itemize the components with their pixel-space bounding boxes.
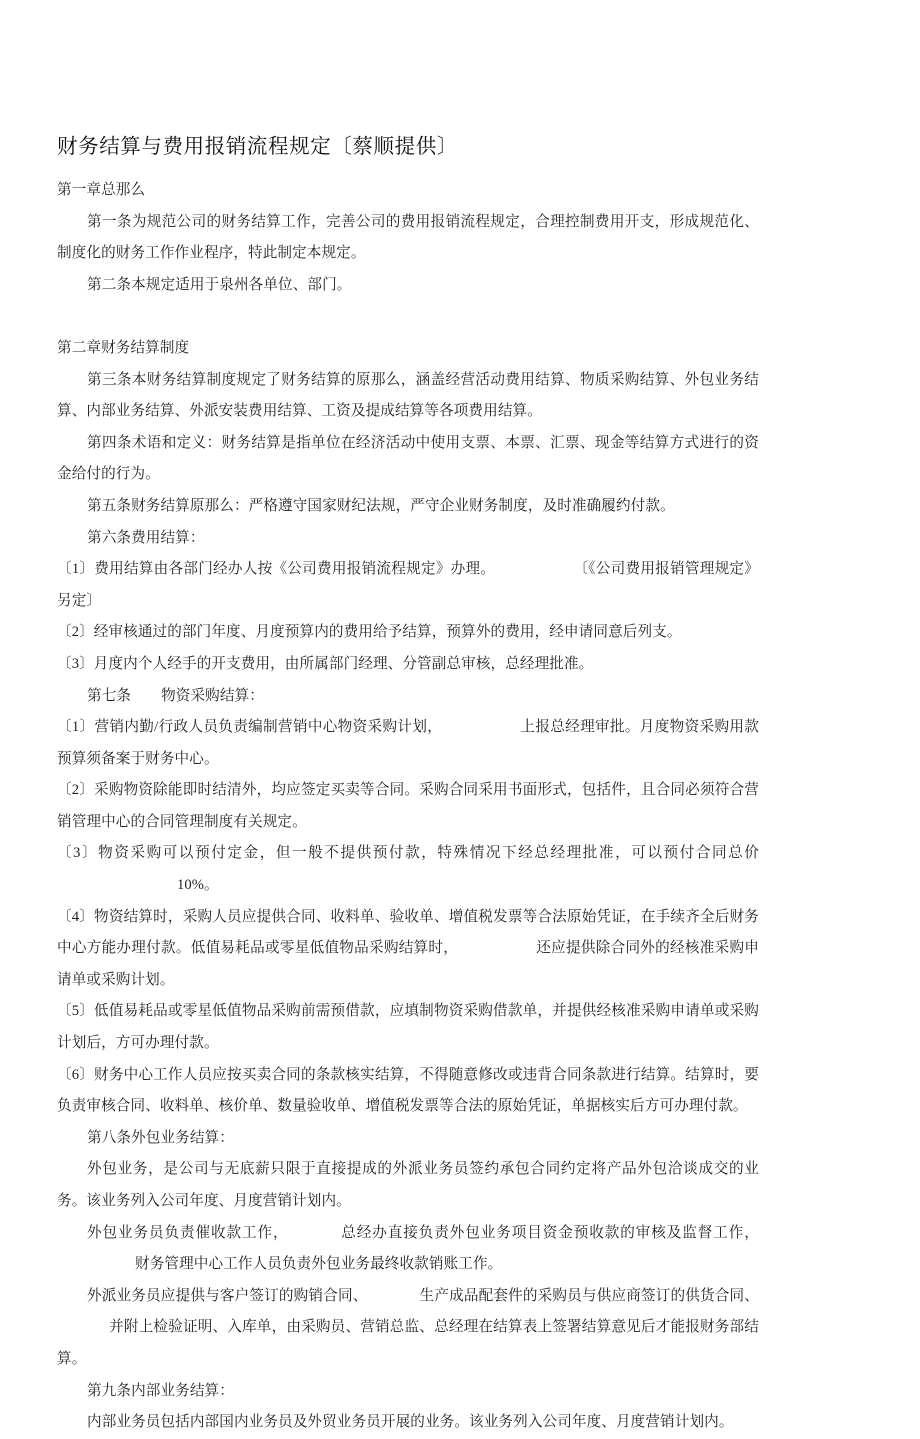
- article-7-item-4-cont: 还应提供除合同外的经核准采购申请单或采购计划。: [57, 940, 759, 988]
- article-9-heading: 第九条内部业务结算：: [87, 1382, 234, 1399]
- article-8-p3-part-1: 外派业务员应提供与客户签订的购销合同、: [87, 1287, 368, 1304]
- article-8-paragraph-1: 外包业务，是公司与无底薪只限于直接提成的外派业务员签约承包合同约定将产品外包洽谈成交的业务。该业务列入公司年度、月度营销计划内。: [57, 1161, 759, 1209]
- article-3-paragraph: 第三条本财务结算制度规定了财务结算的原那么，涵盖经营活动费用结算、物质采购结算、外包业务结算、内部业务结算、外派安装费用结算、工资及提成结算等各项费用结算。: [57, 371, 759, 420]
- article-5-paragraph: 第五条财务结算原那么：严格遵守国家财纪法规，严守企业财务制度，及时准确履约付款。: [87, 497, 675, 514]
- article-7-label: 第七条: [87, 687, 132, 704]
- article-6-item-2: 〔2〕经审核通过的部门年度、月度预算内的费用给予结算，预算外的费用，经申请同意后列支。: [57, 624, 682, 641]
- article-7-item-5: 〔5〕低值易耗品或零星低值物品采购前需预借款，应填制物资采购借款单，并提供经核准采购申请单或采购计划后，方可办理付款。: [57, 1003, 759, 1052]
- article-7-item-1: [57, 712, 759, 775]
- article-8-p2-part-3: 财务管理中心工作人员负责外包业务最终收款销账工作。: [135, 1256, 503, 1273]
- document-body: [57, 132, 759, 1439]
- article-7-item-3: [57, 838, 759, 901]
- article-8-p2-part-1: 外包业务员负责催收款工作，: [87, 1224, 289, 1241]
- article-7-item-4-text: 〔4〕物资结算时，采购人员应提供合同、收料单、验收单、增值税发票等合法原始凭证，在手续齐全后财务中心方能办理付款。低值易耗品或零星低值物品采购结算时，: [57, 908, 759, 957]
- chapter-1-heading: 第一章总那么: [57, 182, 146, 198]
- article-7-item-4: [57, 902, 759, 997]
- article-6-item-3: 〔3〕月度内个人经手的开支费用，由所属部门经理、分管副总审核，总经理批准。: [57, 655, 594, 672]
- article-8-p2-part-2: 总经办直接负责外包业务项目资金预收款的审核及监督工作，: [340, 1224, 759, 1241]
- article-7-title: 物资采购结算：: [161, 687, 264, 704]
- article-7-item-6: 〔6〕财务中心工作人员应按买卖合同的条款核实结算，不得随意修改或违背合同条款进行结算。结算时，要负责审核合同、收料单、核价单、数量验收单、增值税发票等合法的原始凭证，单据核实后方可办理付款。: [57, 1066, 759, 1115]
- article-1-paragraph: 第一条为规范公司的财务结算工作，完善公司的费用报销流程规定，合理控制费用开支，形成规范化、制度化的财务工作作业程序，特此制定本规定。: [57, 213, 759, 262]
- article-7-item-1-text: 〔1〕营销内勤/行政人员负责编制营销中心物资采购计划，: [57, 719, 443, 736]
- article-9-paragraph-1: 内部业务员包括内部国内业务员及外贸业务员开展的业务。该业务列入公司年度、月度营销计划内。: [87, 1414, 734, 1431]
- article-8-p3-part-3: 并附上检验证明、入库单，由采购员、营销总监、总经理在结算表上签署结算意见后才能报财务部结算。: [57, 1319, 759, 1367]
- article-4-paragraph: 第四条术语和定义：财务结算是指单位在经济活动中使用支票、本票、汇票、现金等结算方式进行的资金给付的行为。: [57, 434, 759, 483]
- chapter-2-heading: 第二章财务结算制度: [57, 339, 190, 356]
- article-7-item-1-cont: 上报总经理审批。月度物资采购用款预算须备案于财务中心。: [57, 719, 759, 767]
- article-8-paragraph-2: [57, 1218, 759, 1281]
- article-2-paragraph: 第二条本规定适用于泉州各单位、部门。: [87, 276, 352, 293]
- article-8-heading: 第八条外包业务结算：: [87, 1129, 234, 1146]
- article-6-item-1-note: 〔《公司费用报销管理规定》另定〕: [57, 561, 759, 609]
- page-title: 财务结算与费用报销流程规定〔蔡顺提供〕: [57, 136, 458, 158]
- article-6-item-1-text: 〔1〕费用结算由各部门经办人按《公司费用报销流程规定》办理。: [57, 561, 496, 578]
- section-spacer: [57, 301, 759, 333]
- article-6-item-1: [57, 554, 759, 617]
- article-8-paragraph-3: [57, 1281, 759, 1376]
- article-6-heading: 第六条费用结算：: [87, 529, 205, 546]
- article-7-item-2: 〔2〕采购物资除能即时结清外，均应签定买卖等合同。采购合同采用书面形式，包括件，且合同必须符合营销管理中心的合同管理制度有关规定。: [57, 782, 759, 830]
- article-7-item-3-text: 〔3〕物资采购可以预付定金，但一般不提供预付款，特殊情况下经总经理批准，可以预付合同总价: [57, 845, 759, 862]
- article-7-item-3-percent: 10%。: [177, 877, 219, 894]
- article-8-p3-part-2: 生产成品配套件的采购员与供应商签订的供货合同、: [419, 1287, 759, 1304]
- article-7-heading: [57, 681, 759, 713]
